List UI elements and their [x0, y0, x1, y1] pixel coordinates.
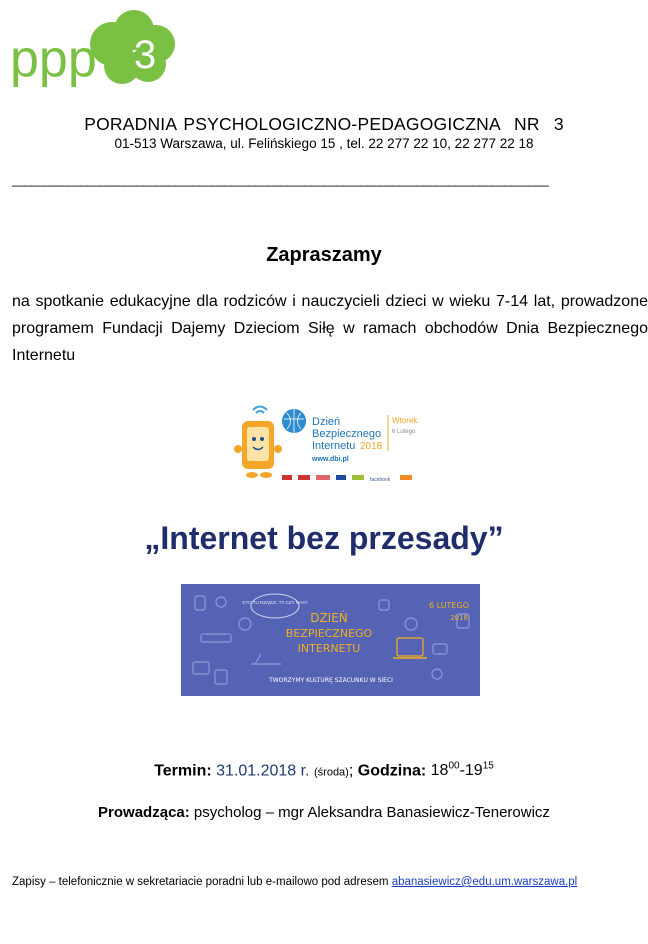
dbi-line3: Internetu	[312, 440, 356, 452]
org-name: PORADNIA PSYCHOLOGICZNO-PEDAGOGICZNA NR 3	[84, 114, 564, 134]
banner-line1: DZIEŃ	[310, 611, 348, 625]
dbi-date: 6 Lutego	[392, 429, 416, 435]
email-link[interactable]: abanasiewicz@edu.um.warszawa.pl	[391, 876, 578, 888]
dbi-partner: facebook	[370, 477, 391, 483]
dbi-line2: Bezpiecznego	[312, 428, 382, 440]
ppp3-logo	[8, 6, 178, 88]
host-name: psycholog – mgr Aleksandra Banasiewicz-Tenerowicz	[193, 804, 550, 821]
divider: ______________________________________________________________________________________	[12, 172, 548, 187]
time-range	[431, 762, 494, 779]
banner-date: 6 LUTEGO	[429, 601, 469, 610]
host-line	[0, 804, 648, 821]
banner-year: 2018	[450, 614, 468, 622]
signup-line	[12, 876, 648, 888]
banner-slogan: TWORZYMY KULTURĘ SZACUNKU W SIECI	[269, 677, 393, 684]
time-dash: -	[459, 762, 465, 780]
end-min: 15	[482, 761, 494, 772]
term-date: 31.01.2018 r.	[216, 762, 310, 780]
logo-text: ppp	[10, 30, 97, 88]
signup-text: Zapisy – telefonicznie w sekretariacie poradni lub e-mailowo pod adresem	[12, 876, 389, 888]
event-title: „Internet bez przesady”	[144, 520, 504, 556]
dbi-line1: Dzień	[312, 416, 341, 428]
invite-heading: Zapraszamy	[266, 244, 382, 266]
dbi-url: www.dbi.pl	[312, 456, 349, 463]
dbi-day: Wtorek	[392, 416, 418, 425]
dbi-year: 2018	[360, 441, 383, 452]
logo-number: 3	[134, 33, 157, 77]
start-min: 00	[448, 761, 460, 772]
org-address: 01-513 Warszawa, ul. Felińskiego 15 , tel. 22 277 22 10, 22 277 22 18	[114, 136, 534, 151]
start-hour: 18	[430, 762, 449, 780]
invite-body: na spotkanie edukacyjne dla rodziców i nauczycieli dzieci w wieku 7-14 lat, prowadzone programem Fundacji Dajemy Dzieciom Siłę w ramach obchodów Dnia Bezpiecznego Internetu	[12, 293, 648, 364]
banner-line3: INTERNETU	[297, 642, 361, 655]
dbi-banner	[181, 584, 480, 696]
term-sep: ;	[348, 762, 354, 780]
term-label: Termin:	[154, 762, 212, 780]
banner-line2: BEZPIECZNEGO	[285, 627, 373, 640]
banner-bubble: KTO TU RZĄDZI, TY CZY NAS?	[242, 600, 308, 605]
time-label: Godzina:	[357, 762, 427, 780]
term-line	[0, 761, 648, 780]
dbi-2018-logo	[232, 405, 428, 487]
end-hour: 19	[464, 762, 483, 780]
term-weekday: (środa)	[314, 766, 349, 779]
host-label: Prowadząca:	[98, 804, 190, 821]
laptop-icon	[397, 638, 423, 656]
